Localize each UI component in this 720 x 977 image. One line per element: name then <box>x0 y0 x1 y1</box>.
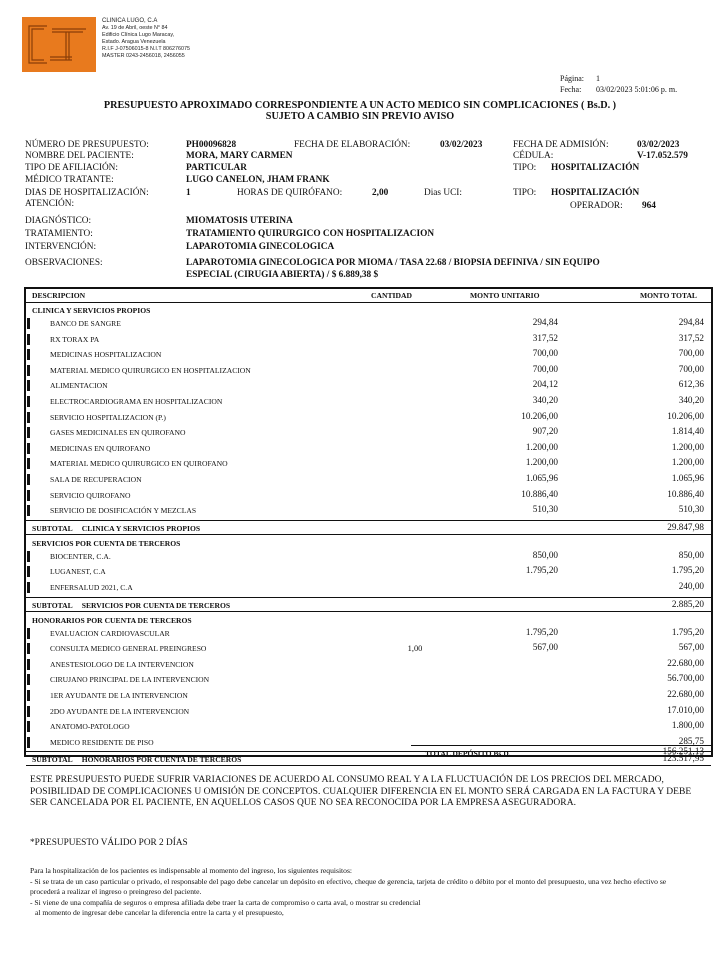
section-title: CLINICA Y SERVICIOS PROPIOS <box>32 306 151 315</box>
item-total-amount: 700,00 <box>678 363 704 374</box>
cedula-value: V-17.052.579 <box>637 151 688 161</box>
row-marker <box>27 318 30 329</box>
subtotal-label: SUBTOTAL CLINICA Y SERVICIOS PROPIOS <box>32 523 201 533</box>
clinic-phones: MASTER 0243-2456018, 2456055 <box>102 53 185 59</box>
cedula-label: CÉDULA: <box>513 151 554 161</box>
row-marker <box>27 490 30 501</box>
item-unit-amount: 10.206,00 <box>521 410 558 421</box>
item-unit-amount: 317,52 <box>532 332 558 343</box>
table-row <box>26 456 711 471</box>
item-total-amount: 10.886,40 <box>667 488 704 499</box>
item-description: ELECTROCARDIOGRAMA EN HOSPITALIZACION <box>50 397 223 406</box>
item-description: SERVICIO DE DOSIFICACIÓN Y MEZCLAS <box>50 506 197 516</box>
item-unit-amount: 204,12 <box>532 379 558 390</box>
row-marker <box>27 427 30 438</box>
hospital-days-value: 1 <box>186 188 191 198</box>
hospital-days-label: DIAS DE HOSPITALIZACIÓN: <box>25 188 149 198</box>
subtotal-row <box>26 520 711 535</box>
or-hours-label: HORAS DE QUIRÓFANO: <box>237 188 343 198</box>
table-row <box>26 549 711 564</box>
item-description: BANCO DE SANGRE <box>50 319 121 328</box>
table-row <box>26 719 711 734</box>
item-total-amount: 294,84 <box>678 317 704 327</box>
elaboration-date-value: 03/02/2023 <box>440 140 483 150</box>
validity-note: *PRESUPUESTO VÁLIDO POR 2 DÍAS <box>30 838 188 848</box>
diagnosis-label: DIAGNÓSTICO: <box>25 216 92 226</box>
document-title: PRESUPUESTO APROXIMADO CORRESPONDIENTE A UN ACTO MEDICO SIN COMPLICACIONES ( Bs.D. ) <box>103 100 617 111</box>
requirements-line: - Si viene de una compañía de seguros o empresa afiliada debe traer la carta de compromiso o carta aval, o mostrar su credencial <box>30 897 421 907</box>
item-total-amount: 1.065,96 <box>671 473 704 483</box>
row-marker <box>27 474 30 485</box>
item-description: SALA DE RECUPERACION <box>50 475 142 484</box>
clinic-name: CLINICA LUGO, C.A <box>102 18 158 24</box>
table-row <box>26 347 711 362</box>
item-description: ANATOMO-PATOLOGO <box>50 722 130 732</box>
affiliation-value: PARTICULAR <box>186 163 247 173</box>
row-marker <box>27 674 30 685</box>
page-info <box>560 73 677 95</box>
item-description: GASES MEDICINALES EN QUIROFANO <box>50 428 186 438</box>
row-marker <box>27 737 30 748</box>
clinic-address: Av. 19 de Abril, oeste N° 84 <box>102 25 168 31</box>
table-row <box>26 488 711 503</box>
item-description: MEDICINAS EN QUIROFANO <box>50 443 151 453</box>
page-label: Página: <box>560 74 584 83</box>
type-label: TIPO: <box>513 163 537 173</box>
item-description: BIOCENTER, C.A. <box>50 551 111 561</box>
item-unit-amount: 294,84 <box>532 317 558 327</box>
item-total-amount: 567,00 <box>678 642 704 653</box>
table-row <box>26 441 711 456</box>
row-marker <box>27 659 30 670</box>
page-number: 1 <box>596 74 600 83</box>
section-title: HONORARIOS POR CUENTA DE TERCEROS <box>32 615 192 625</box>
doctor-label: MÉDICO TRATANTE: <box>25 175 114 185</box>
table-row <box>26 672 711 687</box>
table-row <box>26 316 711 331</box>
row-marker <box>27 458 30 469</box>
item-unit-amount: 1.200,00 <box>525 441 558 452</box>
item-total-amount: 340,20 <box>678 395 704 405</box>
table-row <box>26 410 711 425</box>
item-description: RX TORAX PA <box>50 334 100 344</box>
item-total-amount: 56.700,00 <box>667 673 704 684</box>
row-marker <box>27 396 30 407</box>
row-marker <box>27 582 30 593</box>
row-marker <box>27 706 30 717</box>
row-marker <box>27 505 30 516</box>
affiliation-label: TIPO DE AFILIACIÓN: <box>25 163 118 173</box>
item-description: CIRUJANO PRINCIPAL DE LA INTERVENCION <box>50 675 210 685</box>
item-quantity: 1,00 <box>407 644 423 654</box>
subtotal-label: SUBTOTAL HONORARIOS POR CUENTA DE TERCEROS <box>32 755 242 765</box>
print-date: 03/02/2023 5:01:06 p. m. <box>596 85 678 94</box>
table-row <box>26 472 711 487</box>
item-total-amount: 22.680,00 <box>667 657 704 668</box>
item-total-amount: 285,75 <box>678 735 704 746</box>
table-row <box>26 363 711 378</box>
item-unit-amount: 850,00 <box>532 549 558 560</box>
budget-table <box>24 287 713 765</box>
admission-date-value: 03/02/2023 <box>637 140 680 150</box>
row-marker <box>27 412 30 423</box>
item-total-amount: 510,30 <box>678 504 704 515</box>
subtotal-label: SUBTOTAL SERVICIOS POR CUENTA DE TERCEROS <box>32 600 231 610</box>
requirements-line: - Si se trata de un caso particular o privado, el responsable del pago debe cancelar un depósito en efectivo, cheque de gerencia, tarjeta de crédito o débito por el monto del presupuesto, una vez hecho efectivo se procederá a realizar el ingreso o preingreso del paciente. <box>30 876 667 897</box>
document-subtitle: SUJETO A CAMBIO SIN PREVIO AVISO <box>265 111 455 122</box>
item-description: ALIMENTACION <box>50 381 108 391</box>
item-total-amount: 22.680,00 <box>667 689 704 699</box>
item-total-amount: 700,00 <box>678 348 704 359</box>
clinic-rif: R.I.F J-07506015-8 N.I.T 806276075 <box>102 46 191 52</box>
item-total-amount: 1.200,00 <box>671 457 704 468</box>
treatment-value: TRATAMIENTO QUIRURGICO CON HOSPITALIZACION <box>186 229 435 239</box>
item-unit-amount: 1.795,20 <box>525 565 558 576</box>
clinic-address: Estado. Aragua Venezuela <box>102 39 166 45</box>
diagnosis-value: MIOMATOSIS UTERINA <box>186 216 293 226</box>
item-unit-amount: 700,00 <box>532 348 558 359</box>
item-unit-amount: 340,20 <box>532 395 558 405</box>
table-header <box>26 289 711 303</box>
disclaimer-notice: ESTE PRESUPUESTO PUEDE SUFRIR VARIACIONES DE ACUERDO AL CONSUMO REAL Y A LA FLUCTUACIÓN DE LOS PRECIOS DEL MERCADO, POSIBILIDAD DE COMPLICACIONES U OMISIÓN DE CONCEPTOS. CUALQUIER DIFERENCIA EN EL MONTO SERÁ CARGADA EN LA FACTURA Y DEBE SER CANCELADA POR EL PACIENTE, EN AQUELLOS CASOS QUE NO SEA RECONOCIDA POR LA EMPRESA ASEGURADORA. <box>30 775 692 809</box>
requirements-line: Para la hospitalización de los pacientes es indispensable al momento del ingreso, los siguientes requisitos: <box>30 866 353 875</box>
table-row <box>26 378 711 393</box>
operator-value: 964 <box>642 201 656 211</box>
table-row <box>26 394 711 409</box>
item-description: 2DO AYUDANTE DE LA INTERVENCION <box>50 706 190 716</box>
item-unit-amount: 700,00 <box>532 363 558 374</box>
item-description: CONSULTA MEDICO GENERAL PREINGRESO <box>50 644 207 654</box>
table-row <box>26 657 711 672</box>
row-marker <box>27 643 30 654</box>
item-description: 1ER AYUDANTE DE LA INTERVENCION <box>50 691 188 700</box>
row-marker <box>27 721 30 732</box>
row-marker <box>27 365 30 376</box>
item-total-amount: 17.010,00 <box>667 704 704 715</box>
total-deposit <box>411 745 711 759</box>
table-row <box>26 580 711 595</box>
clinic-address: Edificio Clínica Lugo Maracay, <box>102 32 175 38</box>
subtotal-value: 29.847,98 <box>667 521 704 532</box>
type-value: HOSPITALIZACIÓN <box>551 163 640 173</box>
item-total-amount: 1.795,20 <box>671 626 704 637</box>
attention-label: ATENCIÓN: <box>25 199 75 209</box>
clinic-info <box>102 18 190 60</box>
or-hours-value: 2,00 <box>372 188 389 198</box>
observations-label: OBSERVACIONES: <box>25 258 103 268</box>
item-unit-amount: 567,00 <box>532 642 558 653</box>
row-marker <box>27 690 30 701</box>
clinic-logo <box>22 17 96 72</box>
total-deposit-value: 156.251,13 <box>662 746 704 756</box>
item-unit-amount: 510,30 <box>532 504 558 515</box>
treatment-label: TRATAMIENTO: <box>25 229 93 239</box>
item-description: SERVICIO QUIROFANO <box>50 490 131 500</box>
item-total-amount: 1.795,20 <box>671 565 704 576</box>
elaboration-date-label: FECHA DE ELABORACIÓN: <box>294 140 411 150</box>
table-row <box>26 626 711 641</box>
table-row <box>26 332 711 347</box>
col-unit-amount: MONTO UNITARIO <box>470 291 540 300</box>
item-unit-amount: 1.065,96 <box>525 473 558 483</box>
subtotal-value: 123.517,95 <box>662 753 704 764</box>
item-unit-amount: 1.795,20 <box>525 626 558 637</box>
col-description: DESCRIPCION <box>32 291 86 300</box>
intervention-value: LAPAROTOMIA GINECOLOGICA <box>186 242 335 252</box>
item-total-amount: 1.800,00 <box>671 720 704 731</box>
date-label: Fecha: <box>560 85 582 94</box>
item-total-amount: 1.200,00 <box>671 441 704 452</box>
row-marker <box>27 566 30 577</box>
item-description: ENFERSALUD 2021, C.A <box>50 583 133 592</box>
row-marker <box>27 334 30 345</box>
item-description: MATERIAL MEDICO QUIRURGICO EN QUIROFANO <box>50 459 228 469</box>
item-total-amount: 10.206,00 <box>667 410 704 421</box>
requirements-line: al momento de ingresar debe cancelar la diferencia entre la carta y el presupuesto, <box>35 908 284 918</box>
total-deposit-label: TOTAL DEPÓSITO Bs.D. <box>425 749 511 758</box>
admission-date-label: FECHA DE ADMISIÓN: <box>513 140 609 150</box>
row-marker <box>27 349 30 360</box>
table-row <box>26 641 711 656</box>
item-total-amount: 850,00 <box>678 549 704 560</box>
patient-name-label: NOMBRE DEL PACIENTE: <box>25 151 134 161</box>
row-marker <box>27 443 30 454</box>
item-description: ANESTESIOLOGO DE LA INTERVENCION <box>50 659 194 669</box>
table-row <box>26 503 711 518</box>
table-row <box>26 704 711 719</box>
item-total-amount: 612,36 <box>678 379 704 390</box>
item-description: MEDICO RESIDENTE DE PISO <box>50 737 154 747</box>
type-value-2: HOSPITALIZACIÓN <box>551 188 640 198</box>
uci-days-label: Dias UCI: <box>424 188 462 198</box>
subtotal-value: 2.885,20 <box>671 598 704 609</box>
row-marker <box>27 551 30 562</box>
type-label-2: TIPO: <box>513 188 537 198</box>
budget-number-label: NÚMERO DE PRESUPUESTO: <box>25 140 149 150</box>
row-marker <box>27 380 30 391</box>
patient-name-value: MORA, MARY CARMEN <box>186 151 293 161</box>
item-description: EVALUACION CARDIOVASCULAR <box>50 628 170 638</box>
observations-value: LAPAROTOMIA GINECOLOGICA POR MIOMA / TASA 22.68 / BIOPSIA DEFINIVA / SIN EQUIPO <box>186 258 600 268</box>
table-row <box>26 688 711 703</box>
subtotal-row <box>26 597 711 612</box>
clinic-logo-mark-icon <box>22 17 96 72</box>
item-total-amount: 240,00 <box>678 581 704 591</box>
item-unit-amount: 10.886,40 <box>521 488 558 499</box>
item-description: LUGANEST, C.A <box>50 567 106 577</box>
row-marker <box>27 628 30 639</box>
item-description: MEDICINAS HOSPITALIZACION <box>50 350 162 360</box>
observations-value-cont: ESPECIAL (CIRUGIA ABIERTA) / $ 6.889,38 $ <box>186 270 379 280</box>
operator-label: OPERADOR: <box>570 201 623 211</box>
item-total-amount: 1.814,40 <box>671 426 704 437</box>
item-unit-amount: 907,20 <box>532 426 558 437</box>
table-row <box>26 564 711 579</box>
table-row <box>26 425 711 440</box>
budget-number-value: PH00096828 <box>186 140 237 150</box>
col-total-amount: MONTO TOTAL <box>639 291 697 300</box>
item-total-amount: 317,52 <box>678 332 704 343</box>
col-quantity: CANTIDAD <box>371 291 412 300</box>
item-description: SERVICIO HOSPITALIZACION (P.) <box>50 412 166 422</box>
section-title: SERVICIOS POR CUENTA DE TERCEROS <box>32 538 181 548</box>
item-description: MATERIAL MEDICO QUIRURGICO EN HOSPITALIZACION <box>50 365 251 375</box>
requirements <box>30 866 690 919</box>
item-unit-amount: 1.200,00 <box>525 457 558 468</box>
intervention-label: INTERVENCIÓN: <box>25 242 97 252</box>
doctor-value: LUGO CANELON, JHAM FRANK <box>186 175 330 185</box>
